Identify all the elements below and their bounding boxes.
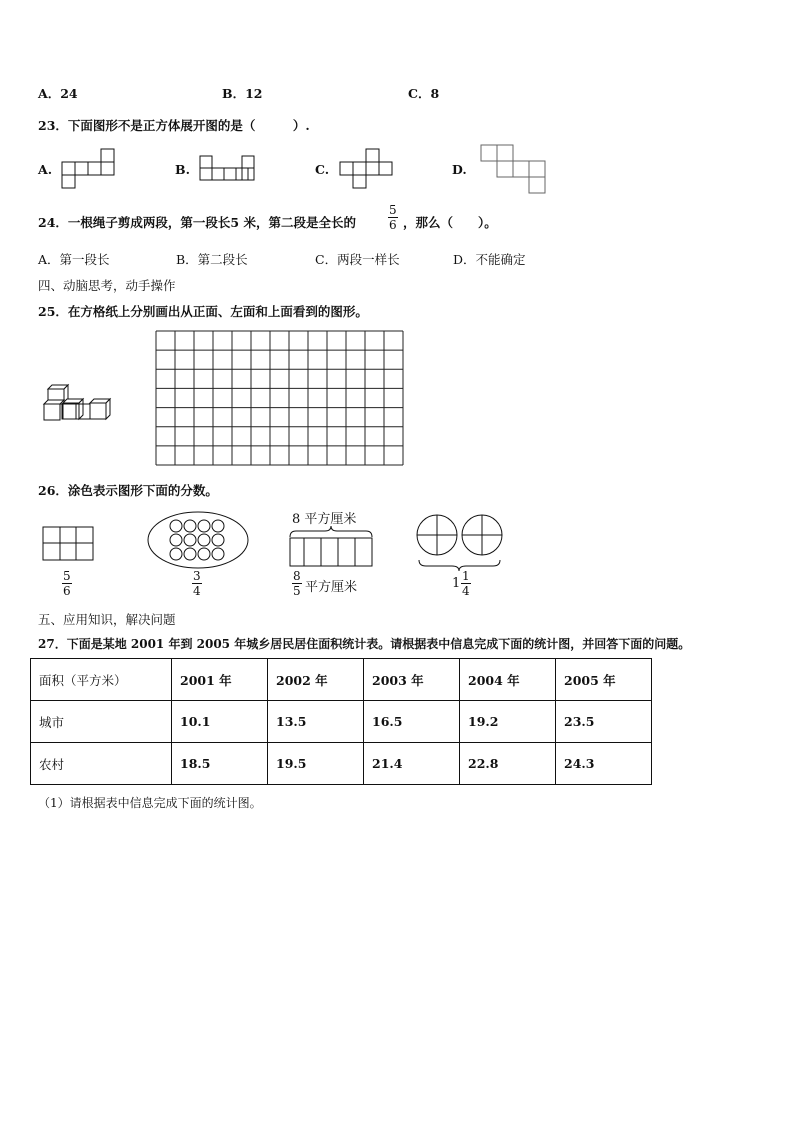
q26-fraction-2 [192, 570, 202, 597]
table-cell: 16.5 [364, 701, 460, 743]
q22-option-a: A．24 [38, 86, 78, 101]
table-row [31, 743, 652, 785]
q23-option-d-label: D. [452, 162, 467, 177]
table-cell: 10.1 [172, 701, 268, 743]
table-header-cell: 2004 年 [460, 659, 556, 701]
table-cell: 24.3 [556, 743, 652, 785]
fraction-numerator: 5 [63, 569, 71, 583]
q24-question-end: ，那么（ ）。 [403, 215, 497, 230]
two-circles-figure [417, 515, 502, 571]
table-cell: 21.4 [364, 743, 460, 785]
q22-option-c: C．8 [408, 86, 440, 101]
q25-question: 25．在方格纸上分别画出从正面、左面和上面看到的图形。 [38, 304, 368, 319]
q26-fraction-1 [62, 570, 72, 597]
q22-option-b: B．12 [222, 86, 263, 101]
section-5-heading: 五、应用知识，解决问题 [38, 612, 176, 627]
q27-question: 27．下面是某地 2001 年到 2005 年城乡居民居住面积统计表。请根据表中信息完成下面的统计图，并回答下面的问题。 [38, 637, 691, 651]
table-cell: 23.5 [556, 701, 652, 743]
table-row [31, 701, 652, 743]
fraction-numerator: 8 [293, 569, 301, 583]
q26-mixed-fraction [461, 570, 471, 597]
table-header-cell: 2005 年 [556, 659, 652, 701]
table-header-row [31, 659, 652, 701]
ellipse-circles-figure [148, 512, 248, 568]
table-header-cell: 面积（平方米） [31, 659, 172, 701]
fraction-denominator: 4 [462, 584, 470, 598]
table-row-label: 城市 [31, 701, 172, 743]
table-row-label: 农村 [31, 743, 172, 785]
q26-mixed-whole: 1 [452, 576, 461, 591]
fraction-denominator: 6 [389, 218, 397, 232]
fraction-numerator: 5 [389, 203, 397, 217]
q23-question: 23．下面图形不是正方体展开图的是（ ）. [38, 118, 310, 133]
area-strip-figure [290, 526, 372, 566]
q23-option-b-label: B. [175, 162, 190, 177]
table-header-cell: 2001 年 [172, 659, 268, 701]
fraction-numerator: 3 [193, 569, 201, 583]
q26-question: 26．涂色表示图形下面的分数。 [38, 483, 218, 498]
table-cell: 18.5 [172, 743, 268, 785]
table-cell: 22.8 [460, 743, 556, 785]
q26-fraction-3 [292, 570, 302, 597]
table-cell: 13.5 [268, 701, 364, 743]
fraction-denominator: 6 [63, 584, 71, 598]
q24-option-b: B．第二段长 [176, 252, 248, 267]
q24-option-c: C．两段一样长 [315, 252, 400, 267]
q24-option-d: D．不能确定 [453, 252, 526, 267]
rectangle-grid-figure [43, 527, 93, 560]
q26-fraction-3-unit: 平方厘米 [305, 580, 358, 595]
q23-option-a-label: A. [38, 162, 53, 177]
fraction-denominator: 5 [293, 584, 301, 598]
table-cell: 19.2 [460, 701, 556, 743]
fraction-numerator: 1 [462, 569, 470, 583]
q23-option-c-label: C. [315, 162, 330, 177]
q27-statistics-table [30, 658, 652, 785]
section-4-heading: 四、动脑思考，动手操作 [38, 278, 176, 293]
q27-subquestion-1: （1）请根据表中信息完成下面的统计图。 [38, 796, 262, 810]
table-cell: 19.5 [268, 743, 364, 785]
q26-area-label: 8 平方厘米 [292, 512, 357, 527]
table-header-cell: 2003 年 [364, 659, 460, 701]
fraction-denominator: 4 [193, 584, 201, 598]
q24-question-start: 24．一根绳子剪成两段，第一段长5 米，第二段是全长的 [38, 215, 356, 230]
q24-option-a: A．第一段长 [38, 252, 110, 267]
table-header-cell: 2002 年 [268, 659, 364, 701]
